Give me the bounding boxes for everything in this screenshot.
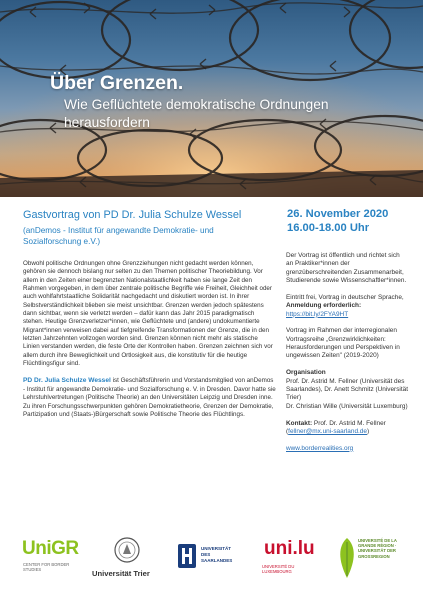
partner-logos: [0, 532, 423, 592]
contact-block: Kontakt: Prof. Dr. Astrid M. Fellner (fellner@mx.uni-saarland.de): [286, 419, 386, 435]
unigr-wordmark: UniGR: [22, 538, 79, 559]
unigr-logo: [22, 538, 80, 584]
saarland-logo: [175, 538, 239, 584]
talk-affiliation: (anDemos - Institut für angewandte Demokratie- und Sozialforschung e.V.): [23, 226, 214, 246]
abstract-column: [23, 260, 276, 428]
event-time: 16.00-18.00 Uhr: [287, 222, 370, 234]
trier-logo: [92, 536, 162, 584]
page-subtitle: Wie Geflüchtete demokratische Ordnungen herausfordern: [64, 97, 329, 130]
speaker-bio-text: ist Geschäftsführerin und Vorstandsmitglied von anDemos - Institut für angewandte Demokratie- und Sozialforschung e. V. in Dresden. Davor hatte sie Lehrstuhlvertretungen (Politische Theorie) an den Universitäten Leipzig und Dresden inne. Zu ihren Forschungsschwerpunkten gehören Demokratietheorie, Grenzen der Demokratie, Partizipation und (Staats-)Bürgerschaft sowie Politische Theorie des Flüchtlings.: [23, 377, 276, 418]
abstract-text: Obwohl politische Ordnungen ohne Grenzziehungen nicht gedacht werden können, gehören sie dennoch bislang nur selten zu den Themen politischer Theoriebildung. Vor allem in den Zeiten einer begrenzten Nationalstaatlichkeit haben sie lange Zeit den Rahmen vorgegeben, in dem über zentrale politische Begriffe wie Freiheit, Gleichheit oder auch wohlfahrtstaatliche Solidarität nachgedacht und diskutiert worden ist. In ihrer Selbstverständlichkeit blieben sie meist unsichtbar. Grenzen werden jedoch spätestens dann sichtbar, wenn sie verletzt werden – dafür kann das Jahr 2015 paradigmatisch stehen. Heutige Grenzverletzer*innen, wie Geflüchtete und (andere) undokumentierte Migrant*innen verweisen dabei auf tiefgreifende Transformationen der Grenze, die in den letzten Jahrzehnten vollzogen worden sind. Grenzen können nicht mehr als statische Linien verstanden werden, die feste Orte der Kontrollen haben. Grenzen zeichnen sich vor allem durch ihre Beweglichkeit und Ortlosigkeit aus, die konstitutiv für die heutige Flüchtlingsfigur sind.: [23, 260, 273, 368]
saarland-crest-icon: [175, 542, 199, 572]
page-title: Über Grenzen.: [50, 72, 184, 94]
contact-label: Kontakt:: [286, 419, 313, 427]
trier-seal-icon: [114, 536, 140, 566]
grande-region-name: UNIVERSITÉ DE LA GRANDE RÉGION · UNIVERSITÄT DER GROSSREGION: [358, 538, 397, 559]
grande-region-logo: [336, 532, 408, 588]
saarland-name: UNIVERSITÄT DES SAARLANDES: [201, 546, 233, 563]
unigr-tagline: CENTER FOR BORDER STUDIES: [23, 562, 70, 572]
website-link[interactable]: www.borderrealities.org: [286, 444, 354, 452]
registration-note: [286, 294, 408, 319]
speaker-bio: [23, 377, 276, 419]
luxembourg-name: UNIVERSITÉ DU LUXEMBOURG: [262, 564, 295, 574]
luxembourg-logo: [258, 536, 322, 584]
talk-title: Gastvortrag von PD Dr. Julia Schulze Wessel: [23, 209, 242, 221]
series-note: Vortrag im Rahmen der interregionalen Vortragsreihe „Grenzwirklichkeiten: Herausforderungen und Perspektiven in ungewissen Zeiten" (2019-2020): [286, 327, 400, 360]
organiser-names-1: Prof. Dr. Astrid M. Fellner (Universität des Saarlandes), Dr. Anett Schmitz (Universität Trier): [286, 377, 408, 402]
audience-note: Der Vortrag ist öffentlich und richtet sich an Praktiker*innen der grenzüberschreitenden Zusammenarbeit, Studierende sowie Wissenschaftler*innen.: [286, 252, 407, 285]
organisation-block: [286, 369, 408, 411]
trier-name: Universität Trier: [92, 569, 150, 578]
registration-link[interactable]: https://bit.ly/2FYA9HT: [286, 310, 349, 318]
entry-note: Eintritt frei, Vortrag in deutscher Sprache,: [286, 293, 404, 301]
hero-image: [0, 0, 423, 197]
organiser-names-2: Dr. Christian Wille (Universität Luxemburg): [286, 402, 408, 410]
event-date: 26. November 2020: [287, 208, 389, 220]
grande-region-leaf-icon: [336, 536, 358, 580]
registration-label: Anmeldung erforderlich:: [286, 302, 362, 310]
organisation-heading: Organisation: [286, 369, 326, 377]
speaker-name: PD Dr. Julia Schulze Wessel: [23, 377, 111, 385]
contact-name: Prof. Dr. Astrid M. Fellner: [312, 419, 386, 427]
luxembourg-wordmark: uni.lu: [264, 538, 315, 559]
contact-email-link[interactable]: fellner@mx.uni-saarland.de: [288, 427, 367, 435]
info-column: [286, 252, 408, 462]
